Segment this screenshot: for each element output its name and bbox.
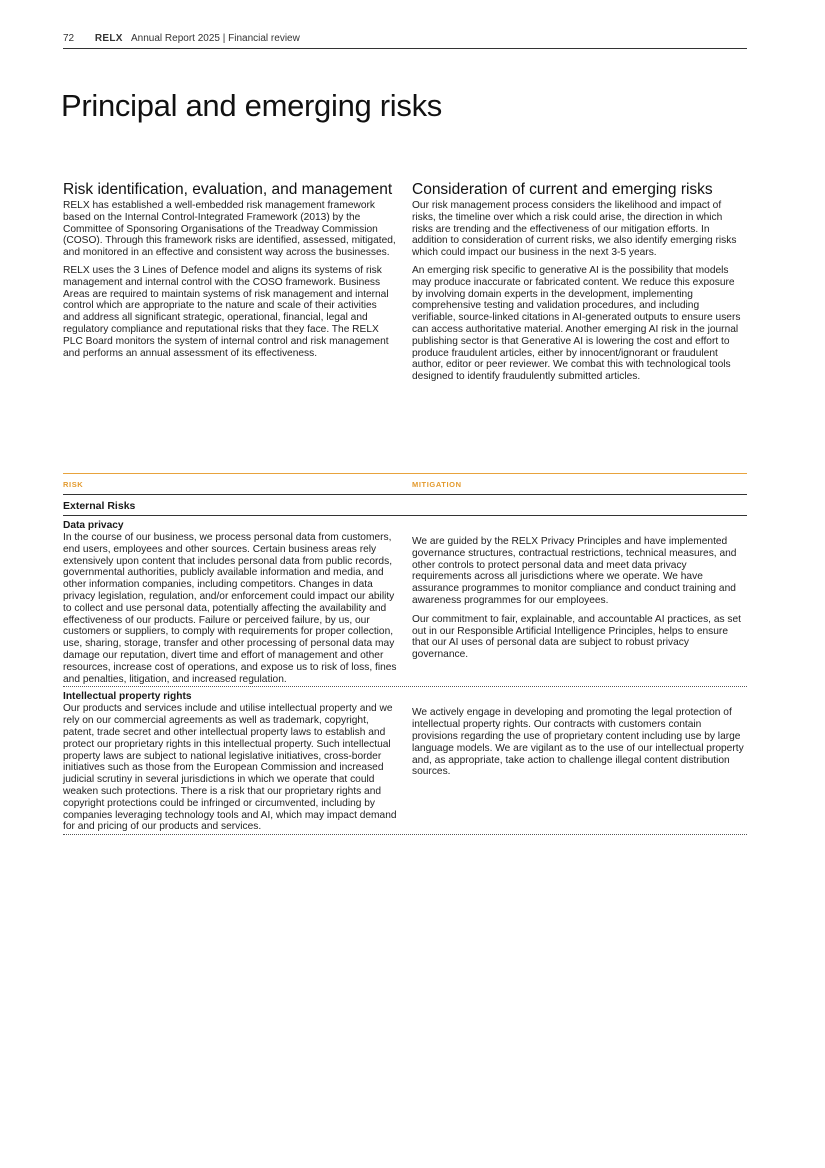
brand-name: RELX xyxy=(94,33,123,44)
page-number: 72 xyxy=(63,33,75,44)
page-header xyxy=(63,32,747,49)
mitigation-cell xyxy=(412,516,747,685)
left-column-heading: Risk identification, evaluation, and management xyxy=(63,181,393,198)
risk-table xyxy=(63,473,747,835)
right-paragraph: Our risk management process considers the likelihood and impact of risks, the timeline over which a risk could arise, the direction in which risks are trending and the effectiveness of our mitigation efforts. In addition to consideration of current risks, we also identify emerging risks which could impact our business in the next 3-5 years. xyxy=(412,200,737,259)
mitigation-text: We actively engage in developing and promoting the legal protection of intellectual property rights. Our contracts with customers contain provisions regarding the use of proprietary content including use by large language models. We are vigilant as to the use of our intellectual property and, as appropriate, take action to challenge illegal content distribution sources. xyxy=(412,707,744,778)
left-column xyxy=(63,180,396,365)
mitigation-cell xyxy=(412,687,747,833)
risk-title: Intellectual property rights xyxy=(63,691,192,703)
risk-title: Data privacy xyxy=(63,520,124,531)
risk-cell xyxy=(63,687,397,833)
page-title: Principal and emerging risks xyxy=(61,88,442,123)
right-column xyxy=(412,180,745,389)
table-header xyxy=(63,473,747,495)
table-row xyxy=(63,516,747,687)
report-subtitle: Annual Report 2025 | Financial review xyxy=(131,33,300,44)
left-paragraph: RELX has established a well-embedded risk management framework based on the Internal Control-Integrated Framework (2013) by the Committee of Sponsoring Organisations of the Treadway Commission (COSO). Through this framework risks are identified, assessed, mitigated, and monitored in an effective and consistent way across the businesses. xyxy=(63,200,396,259)
risk-cell xyxy=(63,516,397,685)
mitigation-text: Our commitment to fair, explainable, and accountable AI practices, as set out in our Responsible Artificial Intelligence Principles, helps to ensure that our AI uses of personal data are subject to robust privacy governance. xyxy=(412,613,741,661)
risk-description: Our products and services include and utilise intellectual property and we rely on our commercial agreements as well as trademark, copyright, patent, trade secret and other intellectual property laws to establish and protect our proprietary rights in this intellectual property. Such intellectual property laws are subject to national legislative initiatives, cross-border initiatives such as those from the European Commission and increased judicial scrutiny in several jurisdictions in which we operate that could weaken such protections. There is a risk that our proprietary rights and copyright protections could be infringed or circumvented, including by companies leveraging technology tools and AI, which may impact demand for and pricing of our products and services. xyxy=(63,703,397,833)
right-paragraph: An emerging risk specific to generative AI is the possibility that models may produce inaccurate or fabricated content. We reduce this exposure by involving domain experts in the development, implementing comprehensive testing and validation procedures, and including verifiable, source-linked citations in AI-generated outputs to ensure users can access authoritative material. Another emerging AI risk in the journal publishing sector is that Generative AI is lowering the cost and effort to produce fraudulent articles, either by innocent/ignorant or fraudulent author, editor or peer reviewer. We combat this with technological tools designed to identify fraudulently submitted articles. xyxy=(412,264,741,383)
section-heading: External Risks xyxy=(63,495,747,516)
mitigation-text: We are guided by the RELX Privacy Principles and have implemented governance structures, contractual restrictions, technical measures, and other controls to protect personal data and meet data privacy requirements across all jurisdictions where we operate. We have assurance programmes to monitor compliance and conduct training and awareness programmes for our employees. xyxy=(412,536,737,606)
risk-description: In the course of our business, we process personal data from customers, end users, employees and other sources. Certain business areas rely extensively upon content that includes personal data from public records, governmental authorities, publicly available information and media, and other information companies, including competitors. Changes in data privacy legislation, regulation, and/or enforcement could impact our ability to collect and use personal data, potentially affecting the availability and effectiveness of our products. Failure or perceived failure, by us, our customers or suppliers, to comply with requirements for proper collection, use, sharing, storage, transfer and other processing of personal data may damage our reputation, divert time and effort of management and other resources, increase cost of operations, and expose us to risk of loss, fines and penalties, litigation, and increased regulation. xyxy=(63,532,397,685)
left-paragraph: RELX uses the 3 Lines of Defence model and aligns its systems of risk management and internal control with the COSO framework. Business Areas are required to maintain systems of risk management and internal control which are appropriate to the nature and scale of their activities and address all significant strategic, operational, financial, legal and regulatory compliance and reputational risks that they face. The RELX PLC Board monitors the system of internal control and risk management and performs an annual assessment of its effectiveness. xyxy=(63,264,389,359)
mitigation-column-header: MITIGATION xyxy=(412,479,462,489)
table-row xyxy=(63,687,747,835)
risk-column-header: RISK xyxy=(63,479,84,489)
right-column-heading: Consideration of current and emerging risks xyxy=(412,181,713,198)
